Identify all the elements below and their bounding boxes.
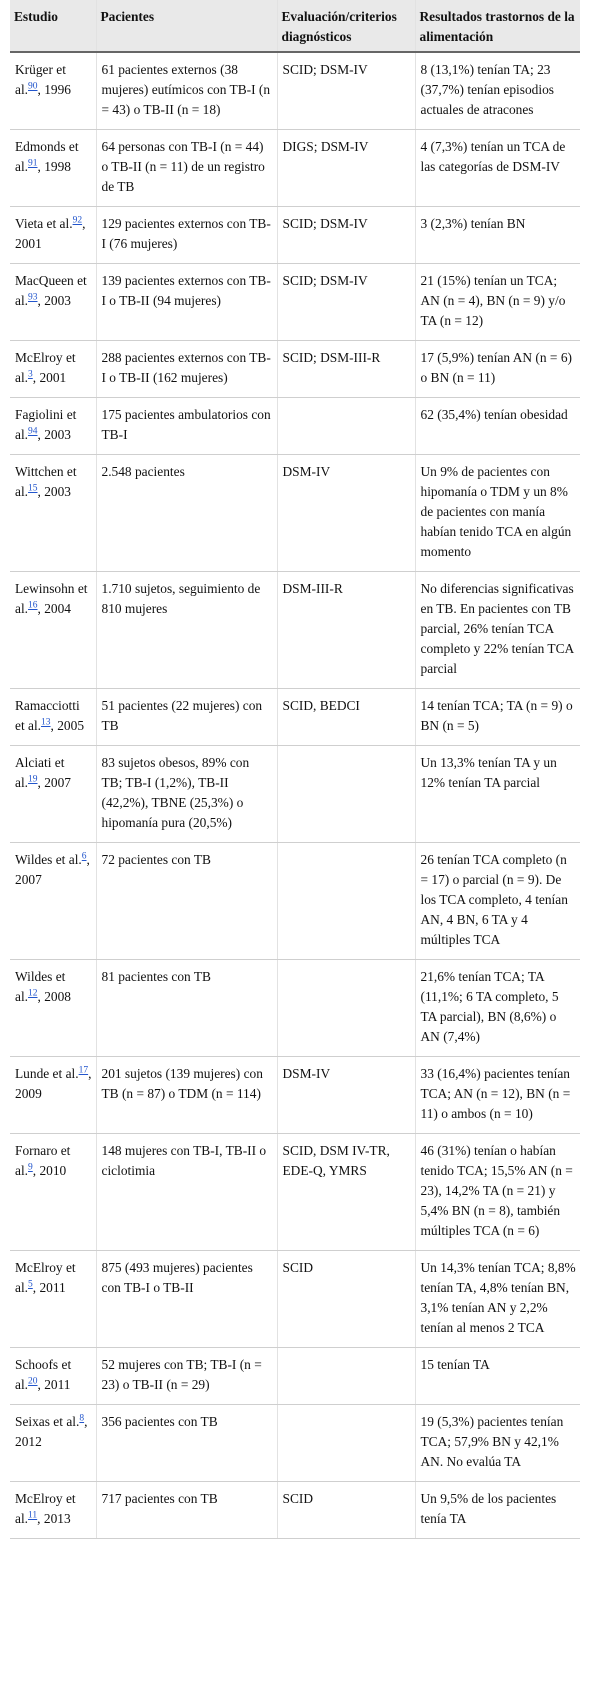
study-year: , 2004 [37, 601, 71, 616]
study-year: , 2012 [15, 1414, 88, 1449]
results-cell: 21,6% tenían TCA; TA (11,1%; 6 TA completo, 5 TA parcial), BN (8,6%) o AN (7,4%) [415, 960, 580, 1057]
criteria-cell [277, 843, 415, 960]
reference-link[interactable]: 8 [79, 1413, 85, 1424]
reference-link[interactable]: 16 [28, 600, 38, 611]
results-cell: Un 14,3% tenían TCA; 8,8% tenían TA, 4,8% tenían BN, 3,1% tenían AN y 2,2% tenían al menos 2 TCA [415, 1251, 580, 1348]
reference-link[interactable]: 11 [28, 1510, 38, 1521]
reference-link[interactable]: 15 [28, 483, 38, 494]
table-header [10, 0, 580, 52]
header-pacientes: Pacientes [96, 0, 277, 52]
table-row [10, 1134, 580, 1251]
patients-cell: 81 pacientes con TB [96, 960, 277, 1057]
study-author: McElroy et al. [15, 1491, 76, 1526]
patients-cell: 148 mujeres con TB-I, TB-II o ciclotimia [96, 1134, 277, 1251]
criteria-cell: SCID, BEDCI [277, 689, 415, 746]
patients-cell: 64 personas con TB-I (n = 44) o TB-II (n = 11) de un registro de TB [96, 130, 277, 207]
reference-link[interactable]: 92 [72, 215, 83, 226]
criteria-cell [277, 1348, 415, 1405]
study-year: , 1998 [37, 159, 71, 174]
study-author: Wittchen et al. [15, 464, 77, 499]
table-row [10, 52, 580, 130]
study-cell [10, 207, 96, 264]
study-author: Lunde et al. [15, 1066, 79, 1081]
study-year: , 1996 [37, 82, 71, 97]
results-cell: 62 (35,4%) tenían obesidad [415, 398, 580, 455]
results-cell: No diferencias significativas en TB. En pacientes con TB parcial, 26% tenían TCA completo y 22% tenían TCA parcial [415, 572, 580, 689]
table-row [10, 843, 580, 960]
patients-cell: 875 (493 mujeres) pacientes con TB-I o TB-II [96, 1251, 277, 1348]
reference-link[interactable]: 13 [41, 717, 51, 728]
table-row [10, 455, 580, 572]
study-year: , 2008 [37, 989, 71, 1004]
results-cell: 21 (15%) tenían un TCA; AN (n = 4), BN (n = 9) y/o TA (n = 12) [415, 264, 580, 341]
results-cell: 15 tenían TA [415, 1348, 580, 1405]
results-cell: 14 tenían TCA; TA (n = 9) o BN (n = 5) [415, 689, 580, 746]
study-year: , 2001 [15, 216, 86, 251]
study-cell [10, 130, 96, 207]
header-criterios: Evaluación/criterios diagnósticos [277, 0, 415, 52]
table-row [10, 1251, 580, 1348]
study-cell [10, 264, 96, 341]
results-cell: 19 (5,3%) pacientes tenían TCA; 57,9% BN y 42,1% AN. No evalúa TA [415, 1405, 580, 1482]
table-row [10, 130, 580, 207]
study-author: Vieta et al. [15, 216, 73, 231]
study-year: , 2010 [32, 1163, 67, 1178]
patients-cell: 129 pacientes externos con TB-I (76 mujeres) [96, 207, 277, 264]
study-author: Wildes et al. [15, 852, 82, 867]
study-year: , 2011 [37, 1377, 71, 1392]
patients-cell: 51 pacientes (22 mujeres) con TB [96, 689, 277, 746]
study-year: , 2013 [37, 1511, 71, 1526]
study-cell [10, 1251, 96, 1348]
table-row [10, 264, 580, 341]
patients-cell: 288 pacientes externos con TB-I o TB-II (162 mujeres) [96, 341, 277, 398]
study-author: Schoofs et al. [15, 1357, 72, 1392]
patients-cell: 52 mujeres con TB; TB-I (n = 23) o TB-II (n = 29) [96, 1348, 277, 1405]
criteria-cell [277, 398, 415, 455]
study-cell [10, 1482, 96, 1539]
criteria-cell [277, 1405, 415, 1482]
header-row [10, 0, 580, 52]
study-author: McElroy et al. [15, 350, 76, 385]
patients-cell: 356 pacientes con TB [96, 1405, 277, 1482]
patients-cell: 72 pacientes con TB [96, 843, 277, 960]
criteria-cell: DSM-III-R [277, 572, 415, 689]
patients-cell: 83 sujetos obesos, 89% con TB; TB-I (1,2%), TB-II (42,2%), TBNE (25,3%) o hipomanía pura (20,5%) [96, 746, 277, 843]
table-row [10, 1057, 580, 1134]
results-cell: 4 (7,3%) tenían un TCA de las categorías de DSM-IV [415, 130, 580, 207]
table-row [10, 1482, 580, 1539]
patients-cell: 1.710 sujetos, seguimiento de 810 mujeres [96, 572, 277, 689]
reference-link[interactable]: 90 [28, 81, 38, 92]
criteria-cell: SCID; DSM-IV [277, 264, 415, 341]
reference-link[interactable]: 20 [28, 1376, 38, 1387]
patients-cell: 175 pacientes ambulatorios con TB-I [96, 398, 277, 455]
reference-link[interactable]: 94 [28, 426, 38, 437]
study-cell [10, 1134, 96, 1251]
study-cell [10, 843, 96, 960]
reference-link[interactable]: 93 [28, 292, 38, 303]
study-cell [10, 1405, 96, 1482]
study-year: , 2003 [37, 293, 71, 308]
table-row [10, 1405, 580, 1482]
results-cell: 3 (2,3%) tenían BN [415, 207, 580, 264]
results-cell: 46 (31%) tenían o habían tenido TCA; 15,5% AN (n = 23), 14,2% TA (n = 21) y 5,4% BN (n = 8), también múltiples TCA (n = 6) [415, 1134, 580, 1251]
study-cell [10, 398, 96, 455]
criteria-cell: SCID; DSM-III-R [277, 341, 415, 398]
study-author: Fornaro et al. [15, 1143, 71, 1178]
studies-table [10, 0, 580, 1539]
results-cell: Un 13,3% tenían TA y un 12% tenían TA parcial [415, 746, 580, 843]
reference-link[interactable]: 17 [78, 1065, 89, 1076]
reference-link[interactable]: 12 [28, 988, 38, 999]
table-row [10, 398, 580, 455]
table-row [10, 689, 580, 746]
table-row [10, 572, 580, 689]
study-author: Ramacciotti et al. [15, 698, 80, 733]
study-year: , 2009 [15, 1066, 92, 1101]
study-author: Seixas et al. [15, 1414, 80, 1429]
study-cell [10, 960, 96, 1057]
reference-link[interactable]: 91 [28, 158, 38, 169]
study-author: Alciati et al. [15, 755, 65, 790]
study-cell [10, 455, 96, 572]
results-cell: 33 (16,4%) pacientes tenían TCA; AN (n = 12), BN (n = 11) o ambos (n = 10) [415, 1057, 580, 1134]
study-author: Wildes et al. [15, 969, 66, 1004]
patients-cell: 61 pacientes externos (38 mujeres) eutímicos con TB-I (n = 43) o TB-II (n = 18) [96, 52, 277, 130]
study-year: , 2003 [37, 427, 71, 442]
table-row [10, 1348, 580, 1405]
study-cell [10, 689, 96, 746]
patients-cell: 2.548 pacientes [96, 455, 277, 572]
study-cell [10, 1057, 96, 1134]
criteria-cell [277, 746, 415, 843]
criteria-cell: SCID; DSM-IV [277, 52, 415, 130]
table-row [10, 746, 580, 843]
criteria-cell: SCID [277, 1482, 415, 1539]
study-cell [10, 1348, 96, 1405]
criteria-cell: SCID; DSM-IV [277, 207, 415, 264]
reference-link[interactable]: 19 [28, 774, 38, 785]
study-cell [10, 572, 96, 689]
study-author: McElroy et al. [15, 1260, 76, 1295]
study-year: , 2011 [32, 1280, 66, 1295]
study-year: , 2001 [32, 370, 67, 385]
study-author: Krüger et al. [15, 62, 66, 97]
reference-link[interactable]: 6 [81, 851, 87, 862]
patients-cell: 717 pacientes con TB [96, 1482, 277, 1539]
header-estudio: Estudio [10, 0, 96, 52]
table-row [10, 960, 580, 1057]
study-author: Edmonds et al. [15, 139, 79, 174]
study-year: , 2007 [37, 775, 71, 790]
table-row [10, 341, 580, 398]
study-author: MacQueen et al. [15, 273, 87, 308]
study-cell [10, 341, 96, 398]
reference-link[interactable]: 3 [28, 369, 33, 380]
study-cell [10, 746, 96, 843]
criteria-cell: DSM-IV [277, 1057, 415, 1134]
reference-link[interactable]: 9 [28, 1162, 33, 1173]
study-cell [10, 52, 96, 130]
results-cell: Un 9% de pacientes con hipomanía o TDM y un 8% de pacientes con manía habían tenido TCA en algún momento [415, 455, 580, 572]
study-year: , 2005 [50, 718, 85, 733]
reference-link[interactable]: 5 [28, 1279, 33, 1290]
table-row [10, 207, 580, 264]
study-year: , 2003 [37, 484, 71, 499]
results-cell: 8 (13,1%) tenían TA; 23 (37,7%) tenían episodios actuales de atracones [415, 52, 580, 130]
results-cell: 26 tenían TCA completo (n = 17) o parcial (n = 9). De los TCA completo, 4 tenían AN, 4 BN, 6 TA y 4 múltiples TCA [415, 843, 580, 960]
study-author: Lewinsohn et al. [15, 581, 88, 616]
criteria-cell: DSM-IV [277, 455, 415, 572]
patients-cell: 201 sujetos (139 mujeres) con TB (n = 87) o TDM (n = 114) [96, 1057, 277, 1134]
results-cell: Un 9,5% de los pacientes tenía TA [415, 1482, 580, 1539]
table-body [10, 52, 580, 1539]
study-author: Fagiolini et al. [15, 407, 77, 442]
study-year: , 2007 [15, 852, 90, 887]
criteria-cell: SCID, DSM IV-TR, EDE-Q, YMRS [277, 1134, 415, 1251]
criteria-cell: DIGS; DSM-IV [277, 130, 415, 207]
patients-cell: 139 pacientes externos con TB-I o TB-II (94 mujeres) [96, 264, 277, 341]
results-cell: 17 (5,9%) tenían AN (n = 6) o BN (n = 11) [415, 341, 580, 398]
header-resultados: Resultados trastornos de la alimentación [415, 0, 580, 52]
criteria-cell: SCID [277, 1251, 415, 1348]
criteria-cell [277, 960, 415, 1057]
